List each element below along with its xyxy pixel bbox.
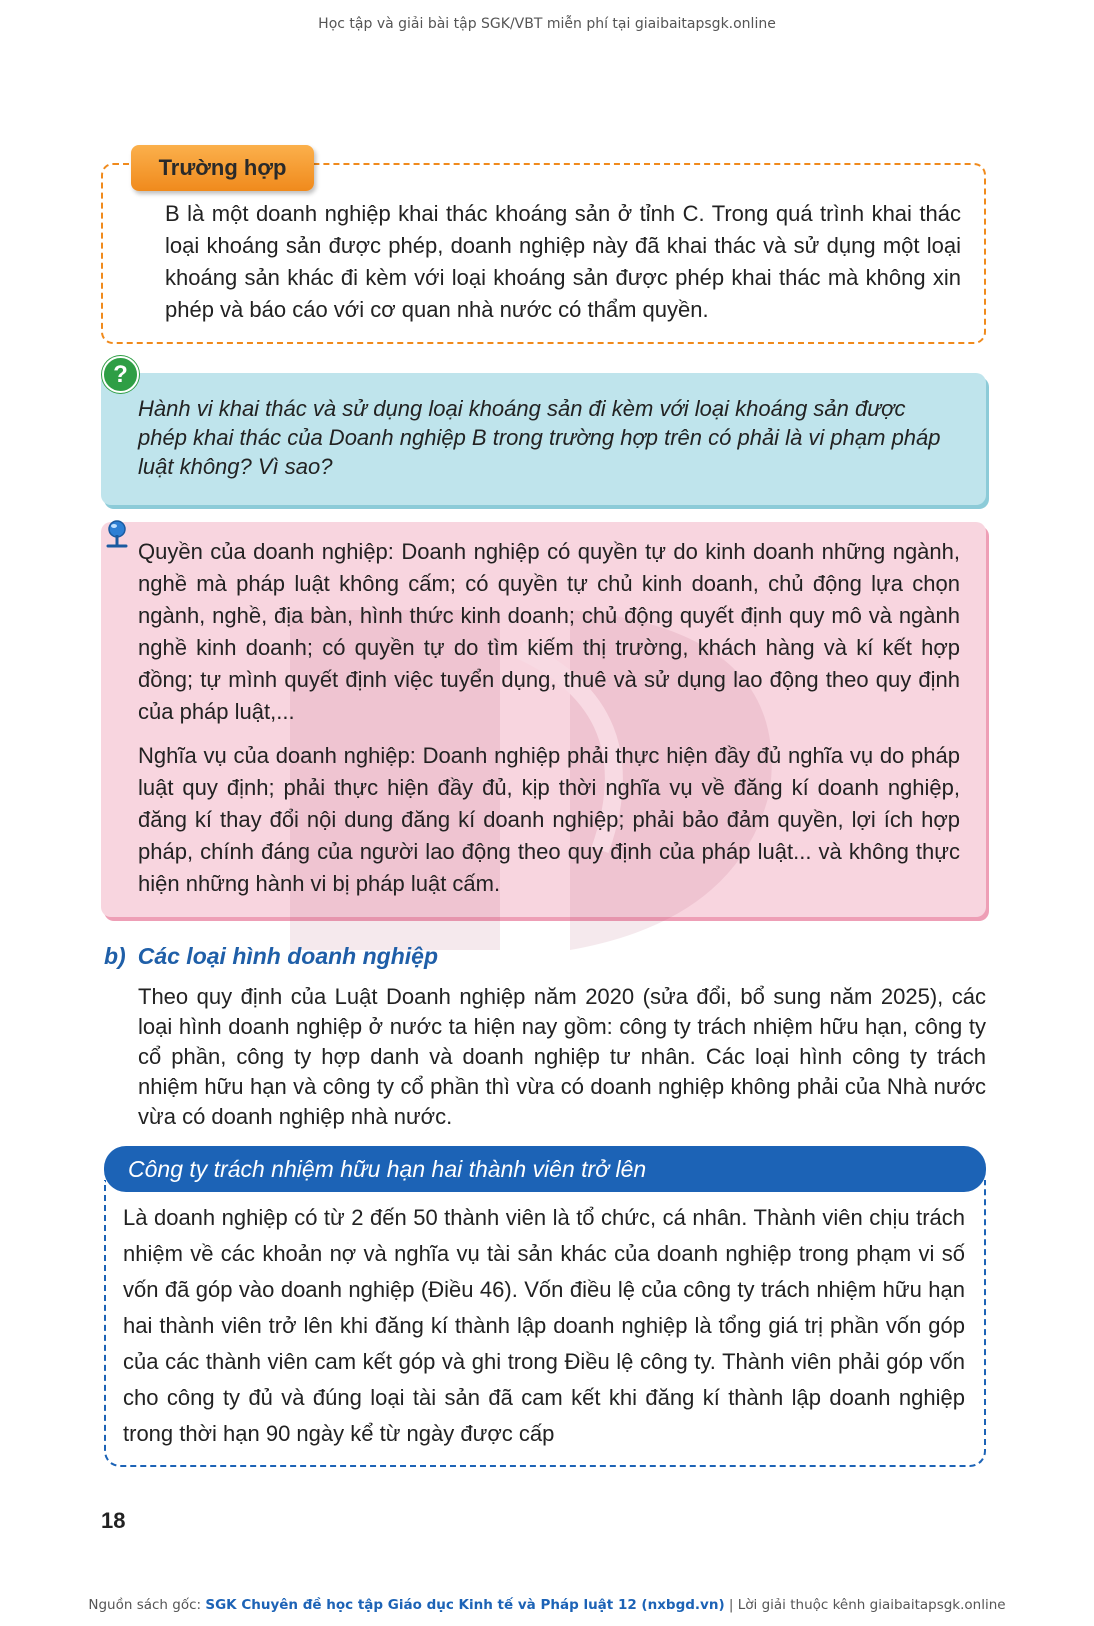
obligations-paragraph: Nghĩa vụ của doanh nghiệp: Doanh nghiệp phải thực hiện đầy đủ nghĩa vụ do pháp luật quy định; phải thực hiện đầy đủ, kịp thời nghĩa vụ về đăng kí doanh nghiệp, đăng kí thay đổi nội dung đăng kí doanh nghiệp; phải bảo đảm quyền, lợi ích hợp pháp, chính đáng của người lao động theo quy định của pháp luật... và không thực hiện những hành vi bị pháp luật cấm. xyxy=(138,743,960,896)
footer-suffix: | Lời giải thuộc kênh giaibaitapsgk.online xyxy=(724,1597,1006,1613)
page-header: Học tập và giải bài tập SGK/VBT miễn phí tại giaibaitapsgk.online xyxy=(318,16,776,32)
llc-text: Là doanh nghiệp có từ 2 đến 50 thành viên là tổ chức, cá nhân. Thành viên chịu trách nhiệm về các khoản nợ và nghĩa vụ tài sản khác của doanh nghiệp trong phạm vi số vốn đã góp vào doanh nghiệp (Điều 46). Vốn điều lệ của công ty trách nhiệm hữu hạn hai thành viên trở lên khi đăng kí thành lập doanh nghiệp là tổng giá trị phần vốn góp của các thành viên cam kết góp và ghi trong Điều lệ công ty. Thành viên phải góp vốn cho công ty đủ và đúng loại tài sản đã cam kết khi đăng kí thành lập doanh nghiệp trong thời hạn 90 ngày kể từ ngày được cấp xyxy=(123,1205,965,1446)
section-text: Theo quy định của Luật Doanh nghiệp năm 2020 (sửa đổi, bổ sung năm 2025), các loại hình doanh nghiệp ở nước ta hiện nay gồm: công ty trách nhiệm hữu hạn, công ty cổ phần, công ty hợp danh và doanh nghiệp tư nhân. Các loại hình công ty trách nhiệm hữu hạn và công ty cổ phần thì vừa có doanh nghiệp không phải của Nhà nước vừa có doanh nghiệp nhà nước. xyxy=(138,984,986,1129)
footer-source-link[interactable]: SGK Chuyên đề học tập Giáo dục Kinh tế và Pháp luật 12 (nxbgd.vn) xyxy=(205,1597,725,1613)
page-footer xyxy=(0,1597,1094,1613)
rights-paragraph: Quyền của doanh nghiệp: Doanh nghiệp có quyền tự do kinh doanh những ngành, nghề mà pháp luật không cấm; có quyền tự chủ kinh doanh, chủ động lựa chọn ngành, nghề, địa bàn, hình thức kinh doanh; chủ động quyết định quy mô và ngành nghề kinh doanh; có quyền tự do tìm kiếm thị trường, khách hàng và kí kết hợp đồng; tự mình quyết định việc tuyển dụng, thuê và sử dụng lao động theo quy định của pháp luật,... xyxy=(138,539,960,724)
page-number: 18 xyxy=(101,1508,126,1533)
question-mark-icon: ? xyxy=(102,356,139,393)
section-label: b) xyxy=(104,943,126,969)
question-text: Hành vi khai thác và sử dụng loại khoáng sản đi kèm với loại khoáng sản được phép khai thác của Doanh nghiệp B trong trường hợp trên có phải là vi phạm pháp luật không? Vì sao? xyxy=(138,396,941,479)
footer-prefix: Nguồn sách gốc: xyxy=(88,1597,206,1613)
section-title: Các loại hình doanh nghiệp xyxy=(137,943,438,969)
llc-banner: Công ty trách nhiệm hữu hạn hai thành viên trở lên xyxy=(104,1146,986,1192)
section-heading xyxy=(104,943,438,970)
case-text: B là một doanh nghiệp khai thác khoáng sản ở tỉnh C. Trong quá trình khai thác loại khoáng sản được phép, doanh nghiệp này đã khai thác và sử dụng một loại khoáng sản khác đi kèm với loại khoáng sản được phép khai thác mà không xin phép và báo cáo với cơ quan nhà nước có thẩm quyền. xyxy=(165,201,961,322)
push-pin-icon xyxy=(104,520,130,554)
case-tag: Trường hợp xyxy=(131,145,314,191)
